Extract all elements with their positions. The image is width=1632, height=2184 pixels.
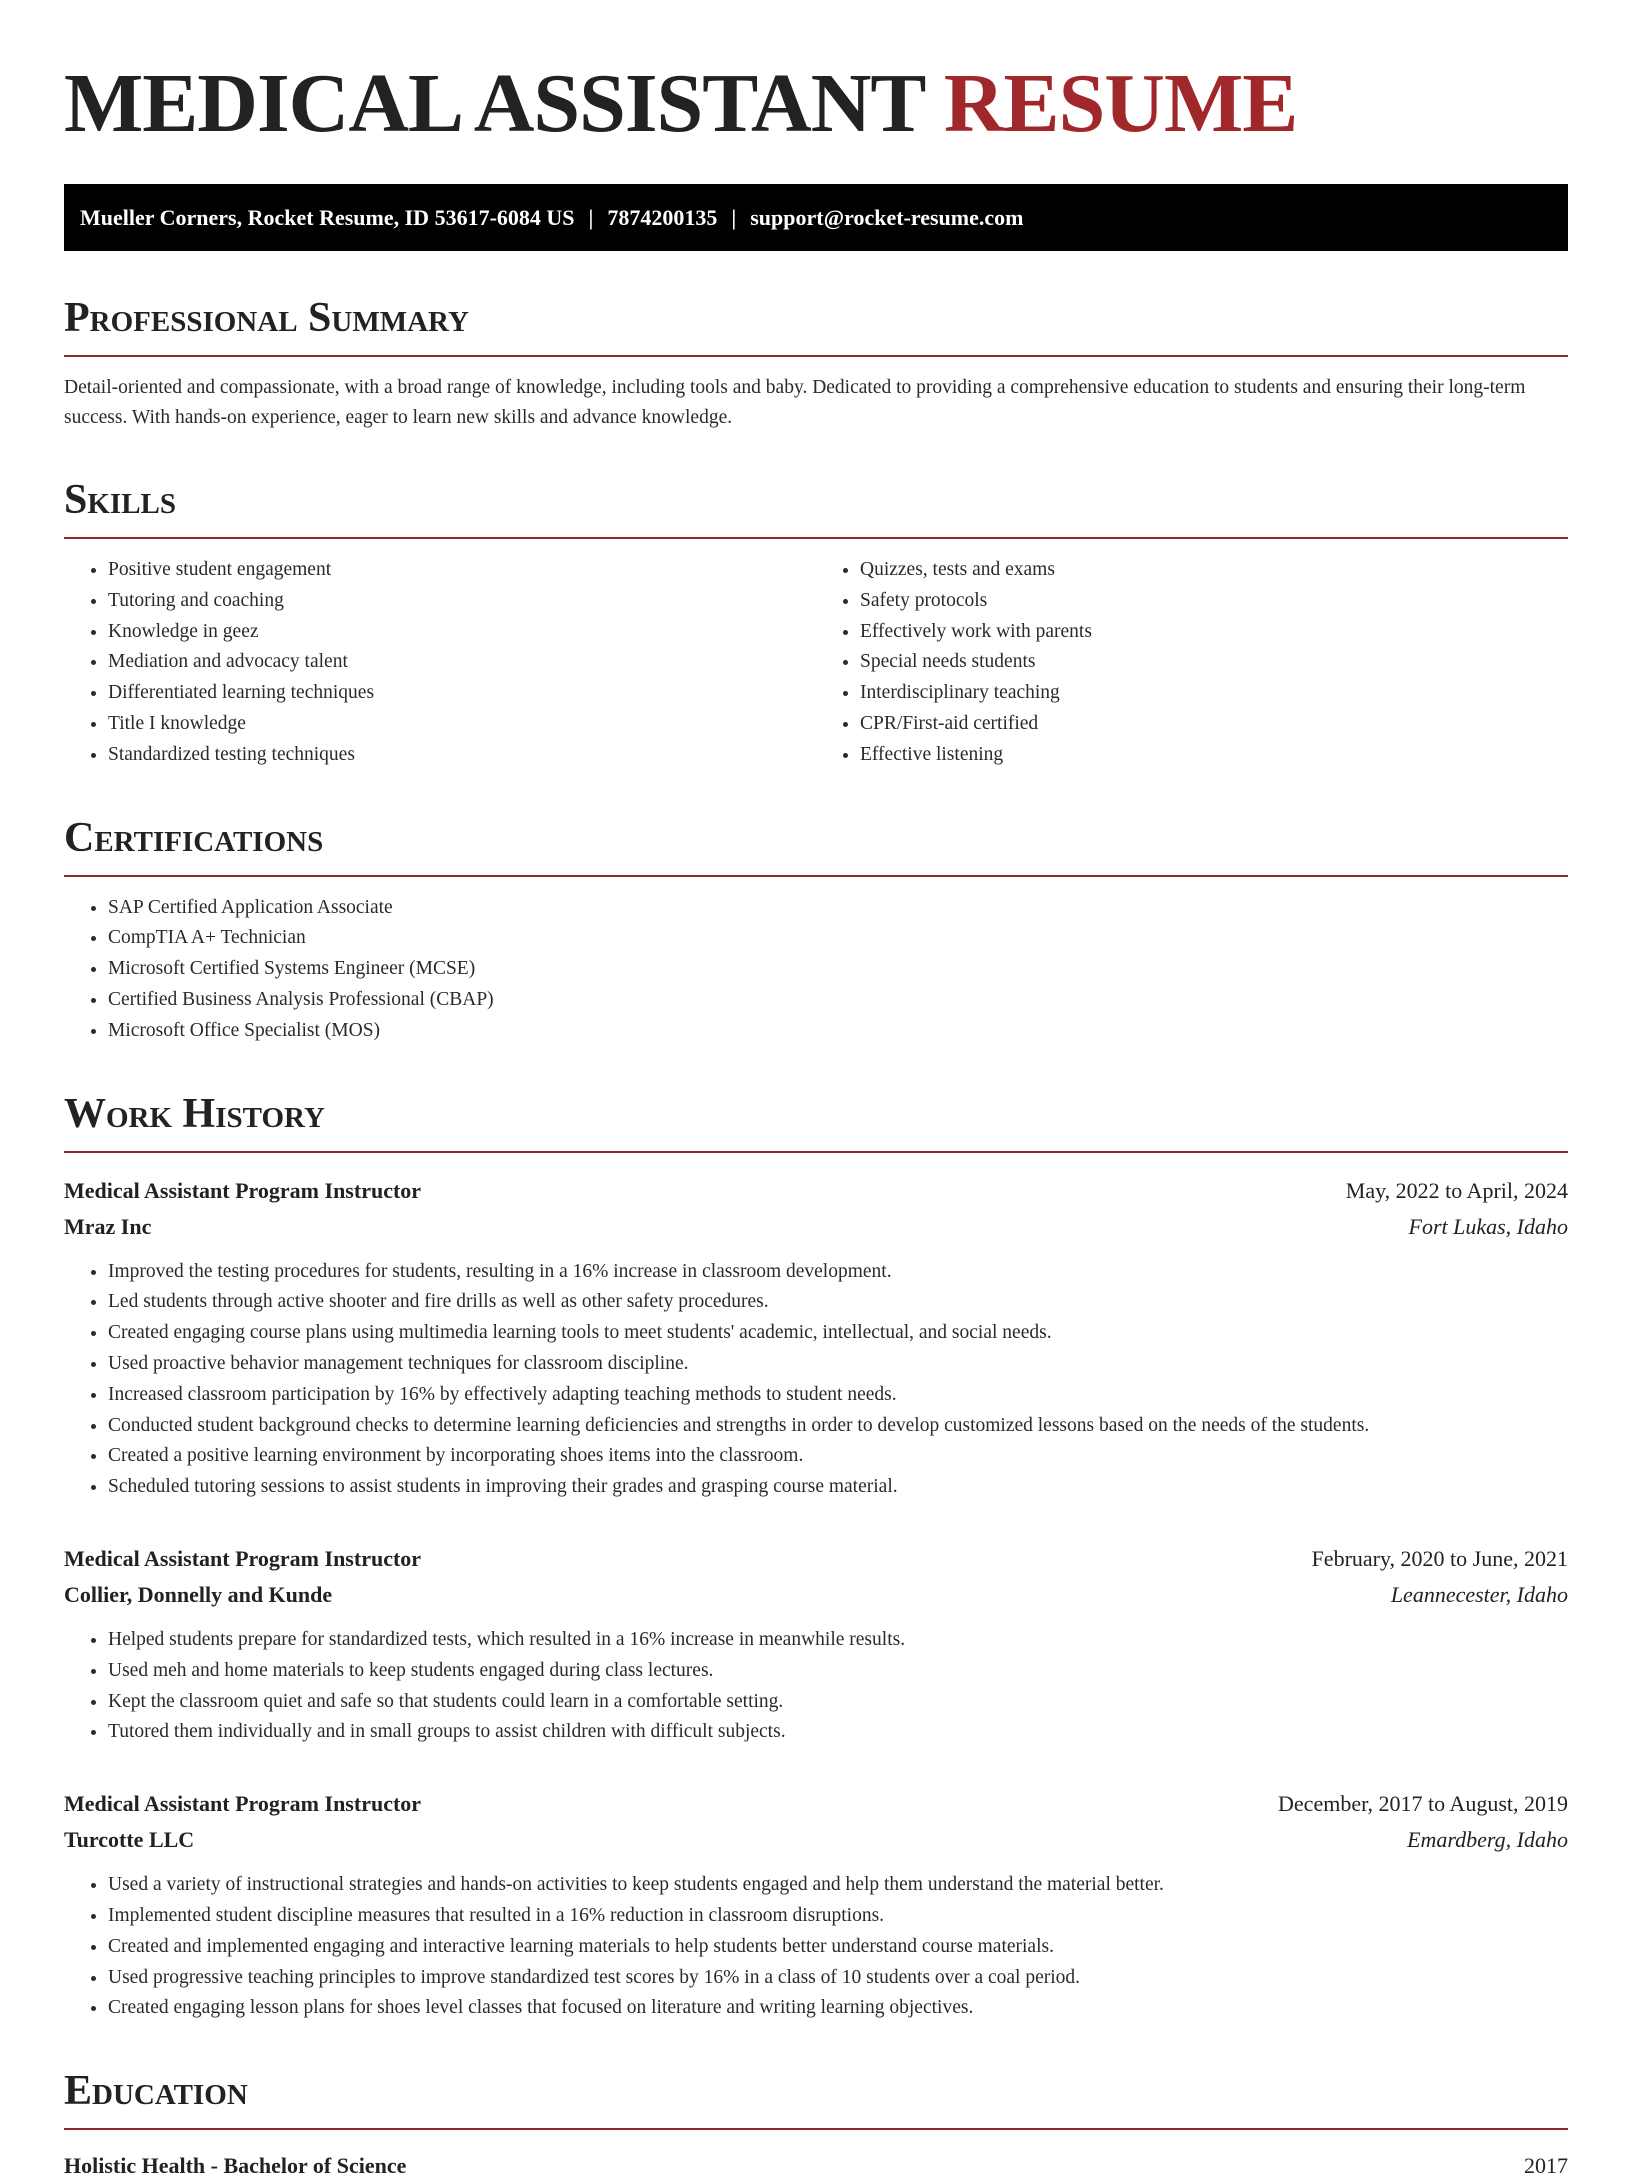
skill-item: • Standardized testing techniques: [108, 740, 816, 771]
section-title-education: Education: [64, 2066, 1568, 2130]
certification-item: • SAP Certified Application Associate: [108, 893, 1568, 924]
job-header-row: [64, 1786, 1568, 1822]
contact-separator: |: [588, 204, 594, 230]
title-accent: RESUME: [943, 57, 1298, 150]
education-year: 2017: [1524, 2153, 1568, 2179]
skill-item: • Effective listening: [860, 740, 1568, 771]
job-header-row: [64, 1173, 1568, 1209]
job-header-row: [64, 1541, 1568, 1577]
job-duties-list: [64, 1257, 1568, 1503]
job-entry: [64, 1541, 1568, 1748]
job-duties-list: [64, 1625, 1568, 1748]
resume-title: [64, 0, 1568, 152]
job-title: Medical Assistant Program Instructor: [64, 1177, 422, 1203]
job-duties-list: [64, 1870, 1568, 2024]
skill-item: • Effectively work with parents: [860, 617, 1568, 648]
skill-item: • Positive student engagement: [108, 555, 816, 586]
job-company: Mraz Inc: [64, 1213, 152, 1239]
job-duty: • Kept the classroom quiet and safe so that students could learn in a comfortable setting.: [108, 1687, 1568, 1718]
job-entry: [64, 1173, 1568, 1503]
job-location: Fort Lukas, Idaho: [1408, 1213, 1568, 1239]
skill-item: • Quizzes, tests and exams: [860, 555, 1568, 586]
skill-item: • Mediation and advocacy talent: [108, 647, 816, 678]
job-company-row: [64, 1577, 1568, 1613]
job-duty: • Created a positive learning environment by incorporating shoes items into the classroom.: [108, 1441, 1568, 1472]
certification-item: • CompTIA A+ Technician: [108, 923, 1568, 954]
job-duty: • Helped students prepare for standardized tests, which resulted in a 16% increase in meanwhile results.: [108, 1625, 1568, 1656]
job-company: Turcotte LLC: [64, 1827, 195, 1853]
skill-item: • Tutoring and coaching: [108, 586, 816, 617]
job-company: Collier, Donnelly and Kunde: [64, 1581, 333, 1607]
skills-section: [64, 475, 1568, 771]
contact-phone: 7874200135: [607, 204, 718, 230]
job-duty: • Created and implemented engaging and interactive learning materials to help students better understand course materials.: [108, 1932, 1568, 1963]
contact-address: Mueller Corners, Rocket Resume, ID 53617-6084 US: [80, 204, 575, 230]
job-company-row: [64, 1822, 1568, 1858]
job-duty: • Implemented student discipline measures that resulted in a 16% reduction in classroom disruptions.: [108, 1901, 1568, 1932]
skill-item: • Special needs students: [860, 647, 1568, 678]
section-title-skills: Skills: [64, 475, 1568, 539]
job-duty: • Used proactive behavior management techniques for classroom discipline.: [108, 1349, 1568, 1380]
skill-item: • Title I knowledge: [108, 709, 816, 740]
job-duty: • Used progressive teaching principles to improve standardized test scores by 16% in a class of 10 students over a coal period.: [108, 1963, 1568, 1994]
skill-item: • CPR/First-aid certified: [860, 709, 1568, 740]
section-title-summary: Professional Summary: [64, 293, 1568, 357]
skills-columns: [64, 539, 1568, 771]
education-row: [64, 2148, 1568, 2184]
skill-item: • Differentiated learning techniques: [108, 678, 816, 709]
job-title: Medical Assistant Program Instructor: [64, 1791, 422, 1817]
job-duty: • Used meh and home materials to keep students engaged during class lectures.: [108, 1656, 1568, 1687]
title-main: MEDICAL ASSISTANT: [64, 57, 924, 150]
job-entry: [64, 1786, 1568, 2024]
job-dates: May, 2022 to April, 2024: [1345, 1177, 1568, 1203]
contact-bar: [64, 184, 1568, 251]
job-duty: • Created engaging course plans using multimedia learning tools to meet students' academic, intellectual, and social needs.: [108, 1318, 1568, 1349]
summary-section: [64, 293, 1568, 433]
certification-item: • Microsoft Office Specialist (MOS): [108, 1016, 1568, 1047]
job-dates: February, 2020 to June, 2021: [1311, 1545, 1568, 1571]
job-duty: • Created engaging lesson plans for shoes level classes that focused on literature and writing learning objectives.: [108, 1993, 1568, 2024]
skill-item: • Interdisciplinary teaching: [860, 678, 1568, 709]
job-duty: • Led students through active shooter and fire drills as well as other safety procedures.: [108, 1287, 1568, 1318]
contact-separator: |: [731, 204, 737, 230]
job-duty: • Scheduled tutoring sessions to assist students in improving their grades and grasping course material.: [108, 1472, 1568, 1503]
job-duty: • Tutored them individually and in small groups to assist children with difficult subjects.: [108, 1717, 1568, 1748]
job-location: Emardberg, Idaho: [1407, 1827, 1568, 1853]
job-duty: • Conducted student background checks to determine learning deficiencies and strengths in order to develop customized lessons based on the needs of the students.: [108, 1411, 1568, 1442]
certifications-list: [64, 893, 1568, 1047]
work-history-section: [64, 1089, 1568, 2025]
section-title-work-history: Work History: [64, 1089, 1568, 1153]
certifications-section: [64, 813, 1568, 1047]
skills-list-right: [816, 555, 1568, 771]
certification-item: • Certified Business Analysis Professional (CBAP): [108, 985, 1568, 1016]
job-duty: • Used a variety of instructional strategies and hands-on activities to keep students engaged and help them understand the material better.: [108, 1870, 1568, 1901]
certification-item: • Microsoft Certified Systems Engineer (MCSE): [108, 954, 1568, 985]
job-title: Medical Assistant Program Instructor: [64, 1545, 422, 1571]
education-section: [64, 2066, 1568, 2184]
skill-item: • Safety protocols: [860, 586, 1568, 617]
job-duty: • Increased classroom participation by 16% by effectively adapting teaching methods to student needs.: [108, 1380, 1568, 1411]
skills-list-left: [64, 555, 816, 771]
job-location: Leannecester, Idaho: [1390, 1581, 1568, 1607]
job-dates: December, 2017 to August, 2019: [1278, 1791, 1568, 1817]
section-title-certifications: Certifications: [64, 813, 1568, 877]
summary-text: Detail-oriented and compassionate, with a broad range of knowledge, including tools and baby. Dedicated to providing a comprehensive education to students and ensuring their long-term success. With hands-on experience, eager to learn new skills and advance knowledge.: [64, 377, 1526, 428]
education-degree: Holistic Health - Bachelor of Science: [64, 2153, 407, 2179]
skill-item: • Knowledge in geez: [108, 617, 816, 648]
job-company-row: [64, 1209, 1568, 1245]
job-duty: • Improved the testing procedures for students, resulting in a 16% increase in classroom development.: [108, 1257, 1568, 1288]
contact-email: support@rocket-resume.com: [750, 204, 1024, 230]
